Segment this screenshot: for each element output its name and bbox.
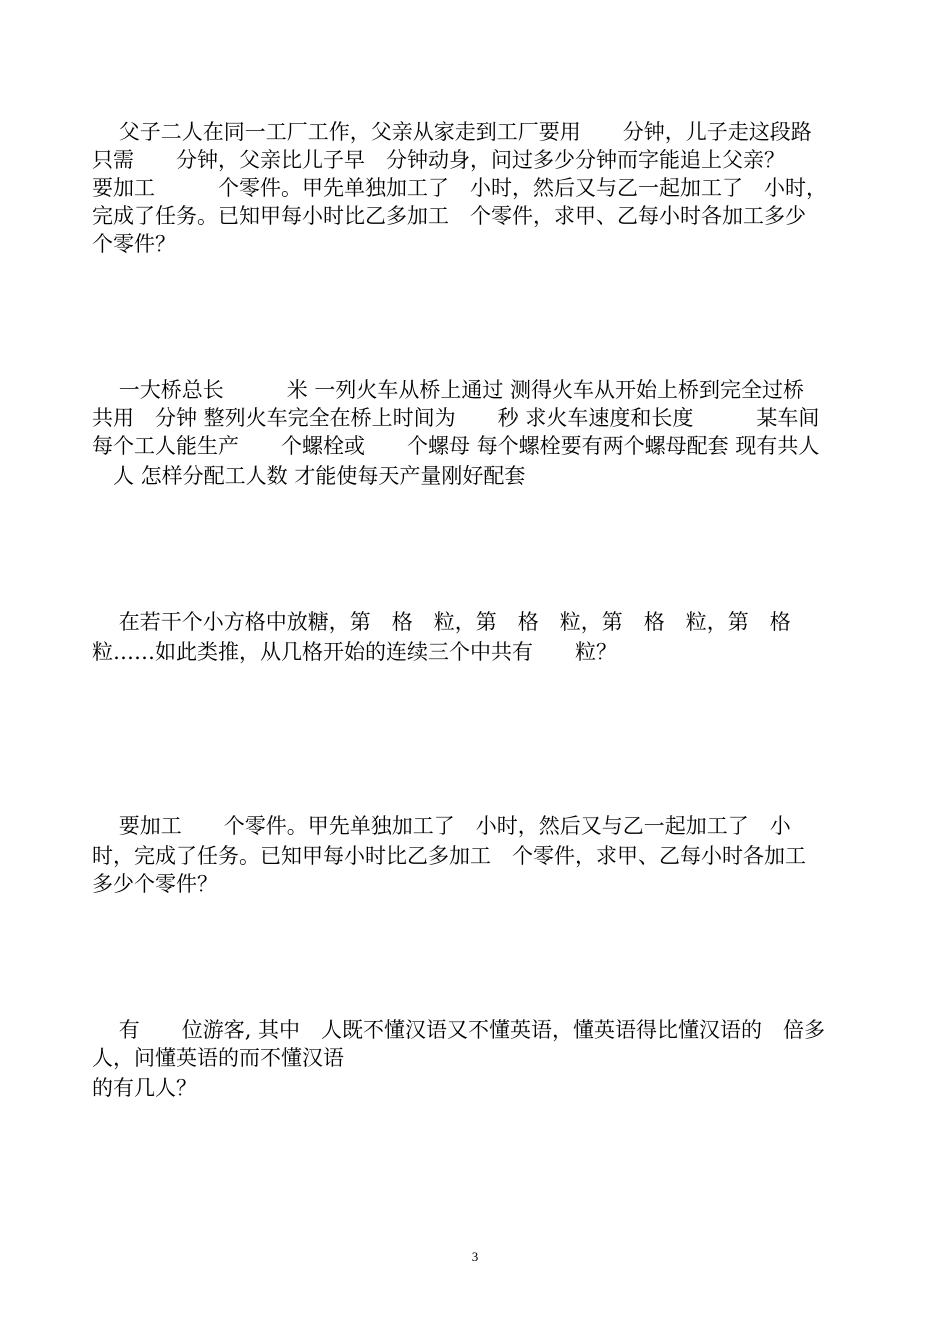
problem-2-line-3: 每个工人能生产 个螺栓或 个螺母 每个螺栓要有两个螺母配套 现有共人 [92, 434, 820, 458]
problem-3-line-2: 粒……如此类推，从几格开始的连续三个中共有 粒？ [92, 640, 617, 664]
problem-1-line-4: 完成了任务。已知甲每小时比乙多加工 个零件，求甲、乙每小时各加工多少 [92, 204, 806, 228]
problem-5-line-1: 有 位游客, 其中 人既不懂汉语又不懂英语，懂英语得比懂汉语的 倍多 [92, 1018, 826, 1042]
problem-5-line-3: 的有几人？ [92, 1076, 197, 1100]
problem-2-line-2: 共用 分钟 整列火车完全在桥上时间为 秒 求火车速度和长度 某车间 [92, 406, 820, 430]
problem-4-line-2: 时，完成了任务。已知甲每小时比乙多加工 个零件，求甲、乙每小时各加工 [92, 844, 806, 868]
problem-2-line-4: 人 怎样分配工人数 才能使每天产量刚好配套 [92, 464, 526, 488]
problem-4-line-3: 多少个零件？ [92, 872, 218, 896]
problem-1-line-2: 只需 分钟，父亲比儿子早 分钟动身，问过多少分钟而字能追上父亲？ [92, 148, 785, 172]
page-number: 3 [471, 1249, 479, 1264]
problem-1-line-1: 父子二人在同一工厂工作，父亲从家走到工厂要用 分钟，儿子走这段路 [92, 120, 812, 144]
problem-1-line-5: 个零件？ [92, 232, 176, 256]
problem-2-line-1: 一大桥总长 米 一列火车从桥上通过 测得火车从开始上桥到完全过桥 [92, 378, 805, 402]
problem-1-line-3: 要加工 个零件。甲先单独加工了 小时，然后又与乙一起加工了 小时， [92, 176, 827, 200]
problem-5-line-2: 人，问懂英语的而不懂汉语 [92, 1046, 344, 1070]
problem-3-line-1: 在若干个小方格中放糖，第 格 粒，第 格 粒，第 格 粒，第 格 [92, 610, 791, 634]
problem-4-line-1: 要加工 个零件。甲先单独加工了 小时，然后又与乙一起加工了 小 [92, 814, 791, 838]
